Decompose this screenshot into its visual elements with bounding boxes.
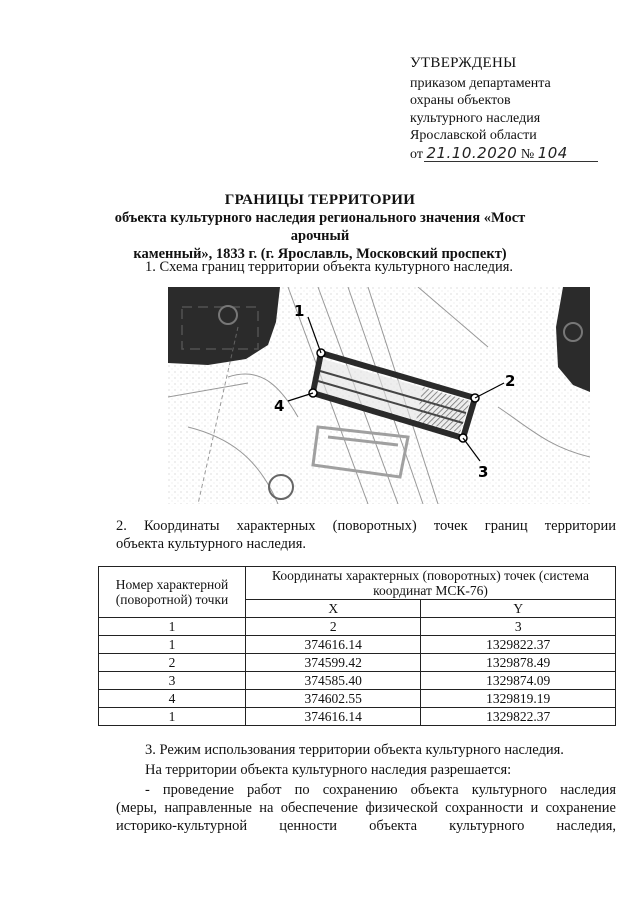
table-header-row [99,567,616,600]
section1-heading: 1. Схема границ территории объекта культурного наследия. [145,259,514,275]
approval-block [410,55,610,163]
table-cell: 4 [99,690,246,708]
map-label-point-1: 1 [294,302,305,320]
approval-line: охраны объектов [410,93,511,108]
section3-intro: На территории объекта культурного наследия разрешается: [145,762,512,778]
section3-heading: 3. Режим использования территории объекта культурного наследия. [145,742,564,758]
handwritten-number: 104 [537,143,568,162]
table-cell: 374599.42 [246,654,421,672]
table-row [99,690,616,708]
section3-body-line: - проведение работ по сохранению объекта культурного наследия [145,782,616,798]
section3-body-line: (меры, направленные на обеспечение физической сохранности и сохранение [116,800,616,816]
map-label-point-2: 2 [505,372,516,390]
date-prefix: от [410,146,423,162]
approval-line: Ярославской области [410,128,537,143]
handwritten-date: 21.10.2020 [426,143,518,162]
approval-date-line [410,145,568,164]
map-label-point-4: 4 [274,397,285,415]
table-cell: 1 [99,636,246,654]
header-coordinates: Координаты характерных (поворотных) точек (система координат МСК-76) [246,567,616,600]
coordinates-table [98,566,616,726]
table-cell: 374602.55 [246,690,421,708]
table-cell: 1329819.19 [421,690,616,708]
table-cell: 3 [99,672,246,690]
table-cell: 374585.40 [246,672,421,690]
title-subtitle-line1: объекта культурного наследия регионального значения «Мост арочный [114,210,526,244]
header-point-number: Номер характерной (поворотной) точки [99,567,246,618]
table-cell: 1329878.49 [421,654,616,672]
table-cell: 1329822.37 [421,636,616,654]
document-title [100,191,540,263]
section3-body [116,781,616,835]
header-x: X [246,600,421,618]
table-cell: 1 [99,708,246,726]
table-index-row [99,618,616,636]
territory-boundary-map [168,287,590,504]
table-cell: 2 [246,618,421,636]
table-row [99,636,616,654]
table-cell: 374616.14 [246,636,421,654]
approval-line: культурного наследия [410,110,541,126]
approval-heading: УТВЕРЖДЕНЫ [410,55,517,71]
title-main: ГРАНИЦЫ ТЕРРИТОРИИ [224,192,416,208]
number-prefix: № [520,146,535,162]
approval-line: приказом департамента [410,75,551,91]
table-cell: 1 [99,618,246,636]
table-row [99,654,616,672]
title-subtitle-line2: каменный», 1833 г. (г. Ярославль, Московский проспект) [133,246,507,262]
section2-line1: 2. Координаты характерных (поворотных) точек границ территории [116,518,616,534]
signature-underline [424,161,598,162]
table-cell: 3 [421,618,616,636]
table-cell: 374616.14 [246,708,421,726]
section2-line2: объекта культурного наследия. [116,536,307,552]
table-cell: 1329874.09 [421,672,616,690]
table-row [99,672,616,690]
table-row [99,708,616,726]
table-cell: 1329822.37 [421,708,616,726]
table-cell: 2 [99,654,246,672]
map-label-point-3: 3 [478,463,489,481]
header-y: Y [421,600,616,618]
section3-body-line: историко-культурной ценности объекта культурного наследия, [116,818,616,834]
